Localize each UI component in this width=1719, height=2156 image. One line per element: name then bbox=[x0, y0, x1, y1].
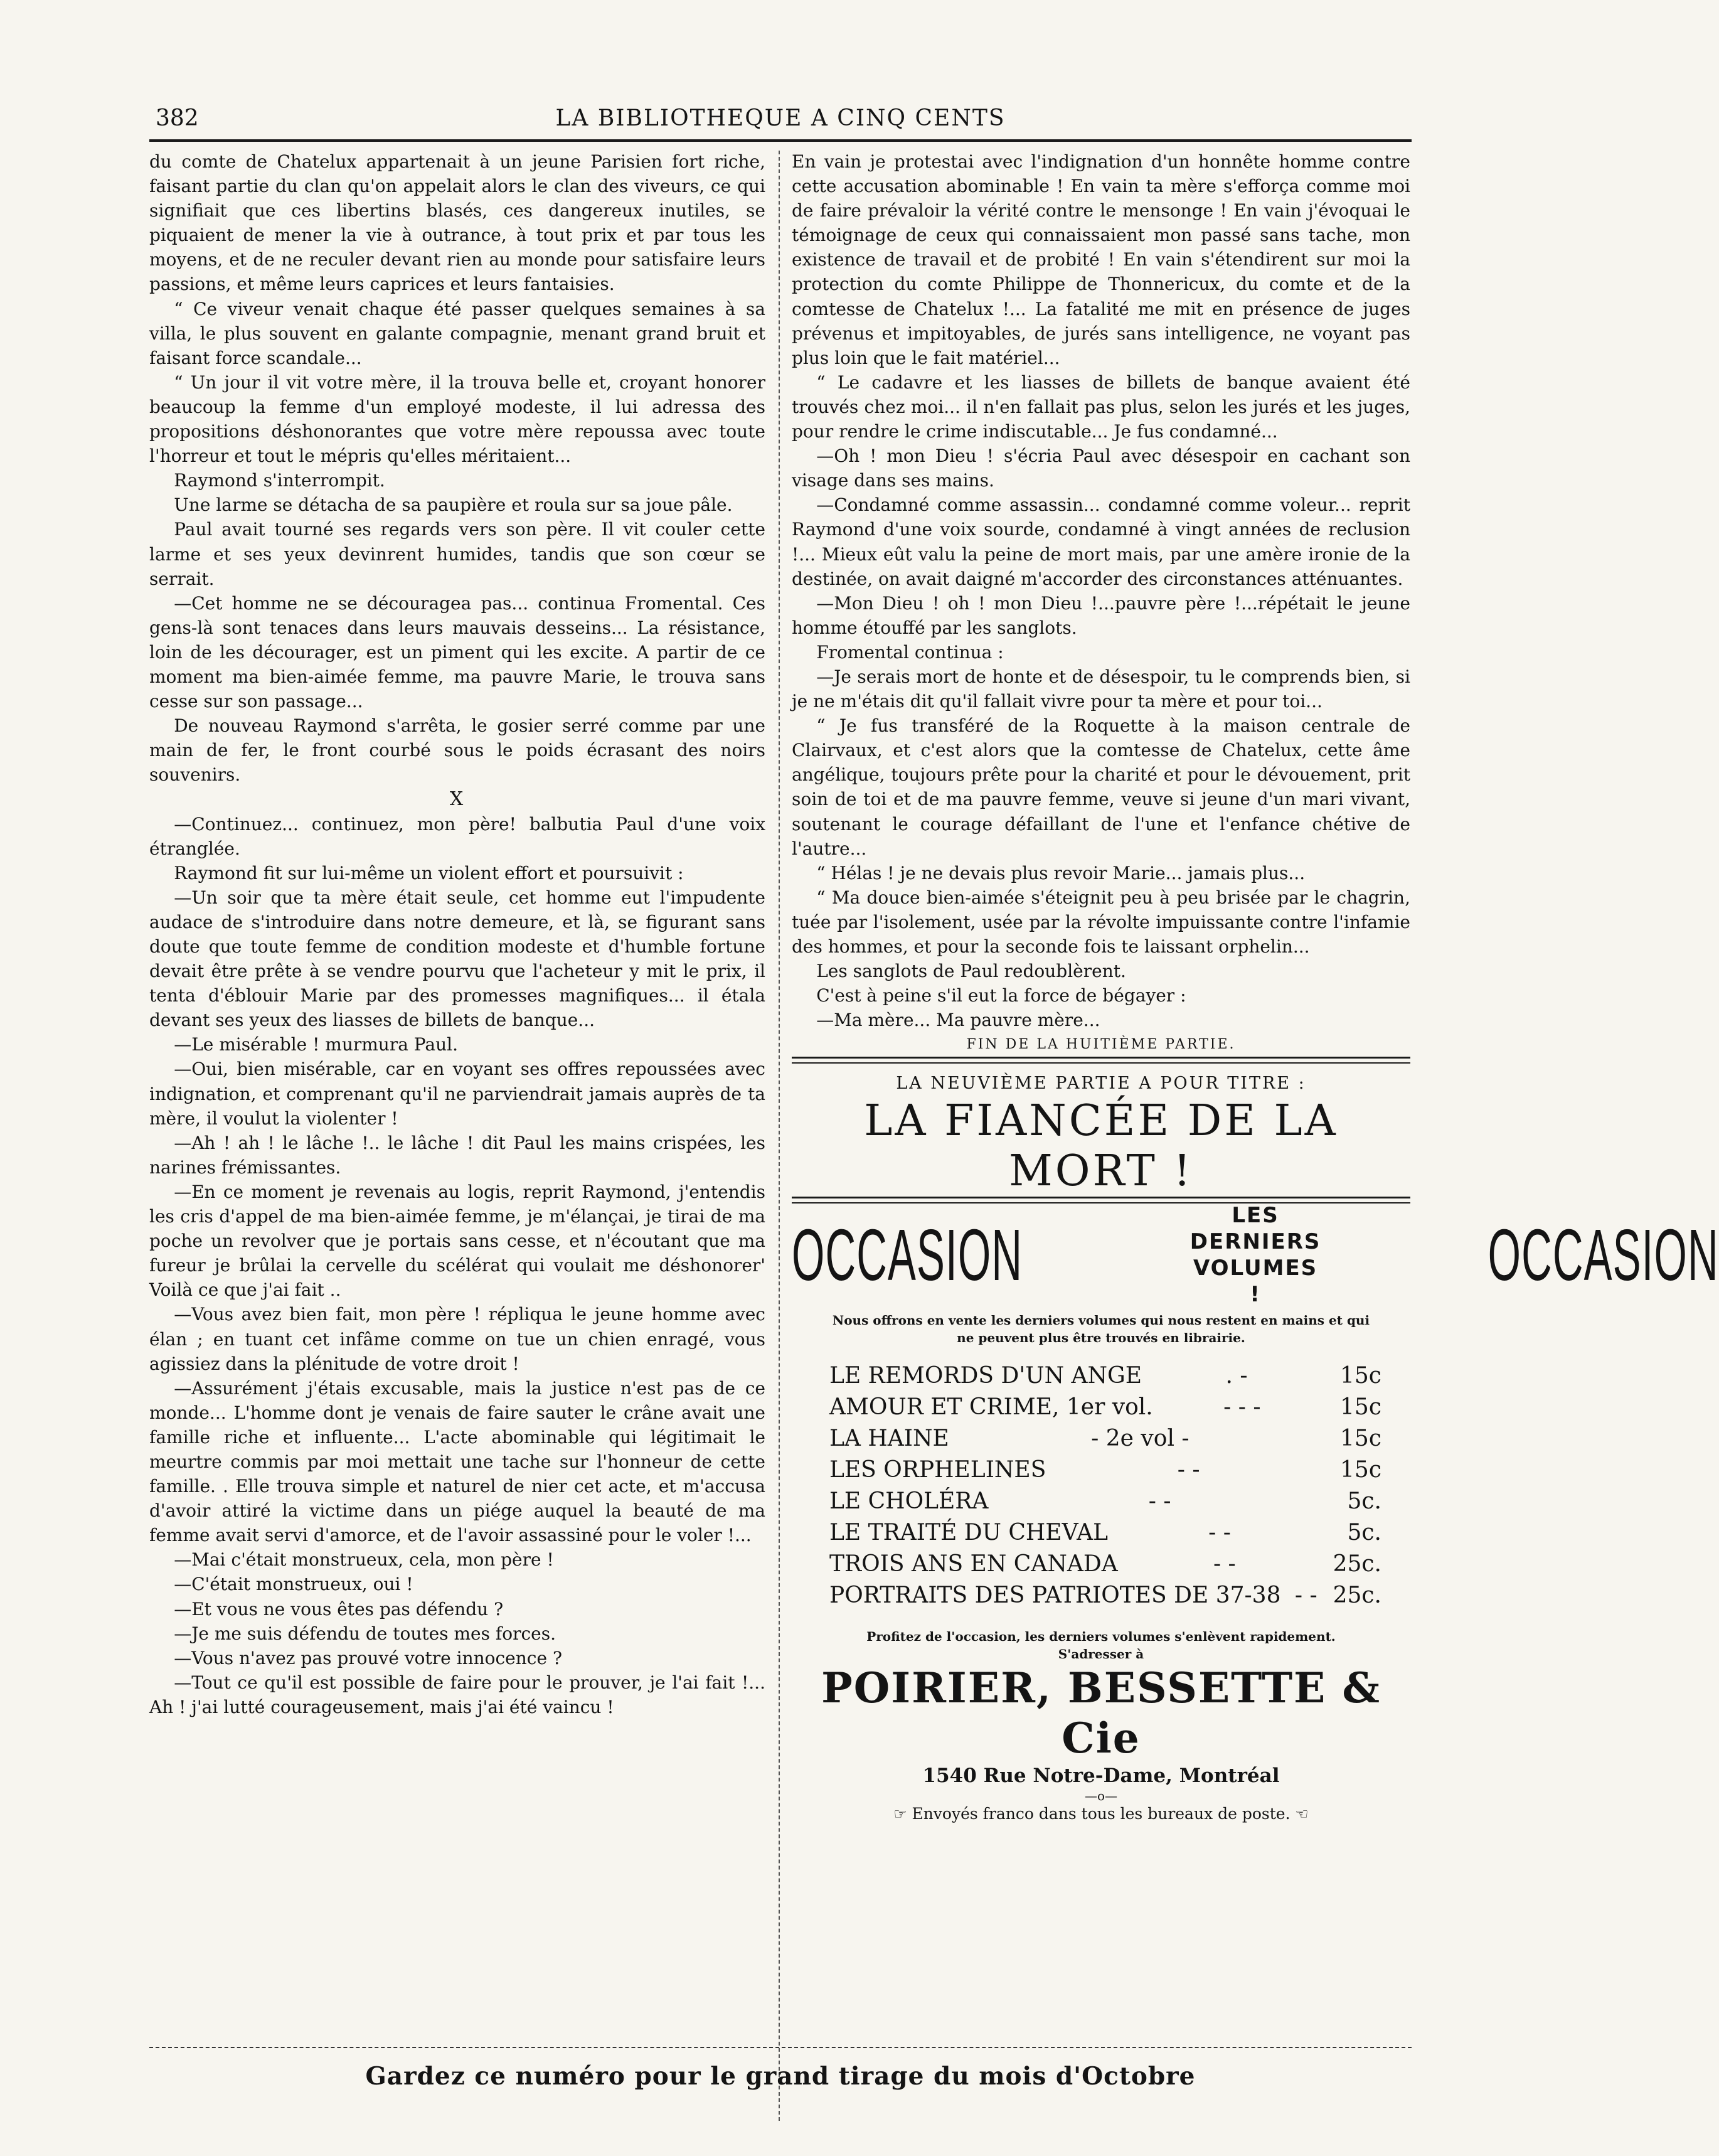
book-row bbox=[829, 1580, 1381, 1611]
paragraph: “ Ce viveur venait chaque été passer quelques semaines à sa villa, le plus souvent en galante compagnie, menant grand bruit et faisant force scandale... bbox=[149, 298, 765, 368]
book-title: PORTRAITS DES PATRIOTES DE 37-38 bbox=[829, 1582, 1281, 1608]
book-dots: - - bbox=[1213, 1550, 1236, 1577]
paragraph: —Je me suis défendu de toutes mes forces. bbox=[174, 1623, 556, 1644]
book-title: LE REMORDS D'UN ANGE bbox=[829, 1362, 1142, 1389]
paragraph: —Assurément j'étais excusable, mais la justice n'est pas de ce monde... L'homme dont je venais de faire sauter le crâne avait une famille riche et influente... L'acte abominable qui légitimait le meurtre commis par moi mettait une tache sur l'honneur de cette famille. . Elle trouva simple et naturel de nier cet acte, et m'accusa d'avoir attiré la victime dans un piége auquel la beauté de ma femme avait servi d'amorce, et de l'avoir assassiné pour le voler !... bbox=[149, 1377, 765, 1546]
book-dots: - 2e vol - bbox=[1091, 1425, 1189, 1451]
footer-rule bbox=[149, 2047, 1412, 2048]
paragraph: —En ce moment je revenais au logis, reprit Raymond, j'entendis les cris d'appel de ma bien-aimée femme, je m'élançai, je tirai de ma poche un revolver que je portais sans cesse, et n'écoutant que ma fureur je brûlai la cervelle du scélérat qui voulait me déshonorer' Voilà ce que j'ai fait .. bbox=[149, 1181, 765, 1301]
paragraph: —Ma mère... Ma pauvre mère... bbox=[816, 1010, 1100, 1031]
paragraph: Raymond s'interrompit. bbox=[174, 470, 385, 491]
paragraph: —Continuez... continuez, mon père! balbutia Paul d'une voix étranglée. bbox=[149, 813, 765, 859]
page-number: 382 bbox=[156, 105, 199, 131]
paragraph: —Et vous ne vous êtes pas défendu ? bbox=[174, 1598, 504, 1620]
paragraph: —Tout ce qu'il est possible de faire pour le prouver, je l'ai fait !... Ah ! j'ai lutté courageusement, mais j'ai été vaincu ! bbox=[149, 1672, 765, 1717]
headline-line: VOLUMES ! bbox=[1193, 1255, 1318, 1307]
book-dots: - - bbox=[1177, 1456, 1200, 1483]
paragraph: —Cet homme ne se découragea pas... continua Fromental. Ces gens-là sont tenaces dans leurs mauvais desseins... La résistance, loin de les décourager, est un piment qui les excite. A partir de ce moment ma bien-aimée femme, ma pauvre Marie, le trouva sans cesse sur son passage... bbox=[149, 592, 765, 712]
book-row bbox=[829, 1454, 1381, 1486]
book-price: 5c. bbox=[1347, 1488, 1381, 1514]
paragraph: Les sanglots de Paul redoublèrent. bbox=[816, 961, 1126, 982]
publisher-name: POIRIER, BESSETTE & Cie bbox=[821, 1663, 1381, 1763]
right-column bbox=[792, 149, 1719, 1825]
paragraph: En vain je protestai avec l'indignation d'un honnête homme contre cette accusation abominable ! En vain ta mère s'efforça comme moi de faire prévaloir la vérité contre le mensonge ! En vain j'évoquai le témoignage de ceux qui connaissaient mon passé sans tache, mon existence de travail et de probité ! En vain s'étendirent sur moi la protection du comte Philippe de Thonnericux, du comte et de la comtesse de Chatelux !... La fatalité me mit en présence de juges prévenus et impitoyables, de jurés sans intelligence, ne voyant pas plus loin que le fait matériel... bbox=[792, 151, 1410, 368]
running-title: LA BIBLIOTHEQUE A CINQ CENTS bbox=[555, 105, 1006, 131]
paragraph: Raymond fit sur lui-même un violent effort et poursuivit : bbox=[174, 862, 684, 883]
book-title: TROIS ANS EN CANADA bbox=[829, 1550, 1118, 1577]
book-row bbox=[829, 1392, 1381, 1423]
occasion-headline bbox=[1190, 1202, 1321, 1308]
book-dots: - - - bbox=[1223, 1394, 1261, 1420]
occasion-left: OCCASION bbox=[792, 1214, 1023, 1296]
next-part-intro: LA NEUVIÈME PARTIE A POUR TITRE : bbox=[896, 1074, 1306, 1094]
occasion-banner bbox=[792, 1202, 1719, 1307]
shipping-text: Envoyés franco dans tous les bureaux de poste. bbox=[912, 1804, 1291, 1823]
offer-text bbox=[792, 1311, 1410, 1347]
section-rule bbox=[792, 1057, 1410, 1064]
paragraph: Une larme se détacha de sa paupière et roula sur sa joue pâle. bbox=[174, 494, 733, 516]
chapter-heading: X bbox=[449, 788, 466, 811]
book-dots: - - bbox=[1294, 1582, 1317, 1608]
shipping-line bbox=[792, 1803, 1410, 1825]
paragraph: Fromental continua : bbox=[816, 641, 1004, 663]
left-column bbox=[149, 149, 765, 1719]
book-list bbox=[829, 1360, 1381, 1611]
book-title: AMOUR ET CRIME, 1er vol. bbox=[829, 1394, 1153, 1420]
book-title: LE TRAITÉ DU CHEVAL bbox=[829, 1519, 1109, 1545]
paragraph: —Vous n'avez pas prouvé votre innocence ? bbox=[174, 1647, 562, 1668]
book-row bbox=[829, 1360, 1381, 1392]
book-price: 25c. bbox=[1333, 1550, 1381, 1577]
paragraph: —Mon Dieu ! oh ! mon Dieu !...pauvre père !...répétait le jeune homme étouffé par les sanglots. bbox=[792, 592, 1410, 638]
book-dots: . - bbox=[1225, 1362, 1248, 1389]
paragraph: Paul avait tourné ses regards vers son père. Il vit couler cette larme et ses yeux devinrent humides, tandis que son cœur se serrait. bbox=[149, 519, 765, 589]
pointing-hand-icon: ☞ bbox=[893, 1805, 912, 1823]
book-row bbox=[829, 1423, 1381, 1454]
book-title: LE CHOLÉRA bbox=[829, 1488, 989, 1514]
next-part-title: LA FIANCÉE DE LA MORT ! bbox=[864, 1096, 1338, 1196]
book-price: 15c bbox=[1340, 1425, 1381, 1451]
book-title: LA HAINE bbox=[829, 1425, 949, 1451]
book-price: 15c bbox=[1340, 1394, 1381, 1420]
book-price: 15c bbox=[1340, 1362, 1381, 1389]
note-text bbox=[792, 1628, 1410, 1663]
paragraph: —Mai c'était monstrueux, cela, mon père ! bbox=[174, 1549, 554, 1571]
offer-line: ne peuvent plus être trouvés en librairie. bbox=[957, 1330, 1245, 1345]
book-price: 5c. bbox=[1347, 1519, 1381, 1545]
paragraph: du comte de Chatelux appartenait à un jeune Parisien fort riche, faisant partie du clan qu'on appelait alors le clan des viveurs, ce qui signifiait que ces libertins blasés, ces dangereux inutiles, se piquaient de mener la vie à outrance, à tout prix et par tous les moyens, et de ne reculer devant rien au monde pour satisfaire leurs passions, et même leurs caprices et leurs fantaisies. bbox=[149, 151, 765, 295]
pointing-hand-icon: ☜ bbox=[1290, 1805, 1309, 1823]
header-rule bbox=[149, 139, 1412, 142]
paragraph: —Le misérable ! murmura Paul. bbox=[174, 1034, 458, 1055]
paragraph: De nouveau Raymond s'arrêta, le gosier serré comme par une main de fer, le front courbé sous le poids écrasant des noirs souvenirs. bbox=[149, 715, 765, 786]
end-of-part: FIN DE LA HUITIÈME PARTIE. bbox=[966, 1037, 1236, 1053]
book-title: LES ORPHELINES bbox=[829, 1456, 1046, 1483]
book-dots: - - bbox=[1148, 1488, 1171, 1514]
paragraph: —Vous avez bien fait, mon père ! répliqua le jeune homme avec élan ; en tuant cet infâme comme on tue un chien enragé, vous agissiez dans la plénitude de votre droit ! bbox=[149, 1304, 765, 1374]
paragraph: “ Un jour il vit votre mère, il la trouva belle et, croyant honorer beaucoup la femme d'un employé modeste, il lui adressa des propositions déshonorantes que votre mère repoussa avec toute l'horreur et tout le mépris qu'elles méritaient... bbox=[149, 371, 765, 467]
occasion-right: OCCASION bbox=[1487, 1214, 1719, 1296]
paragraph: “ Hélas ! je ne devais plus revoir Marie... jamais plus... bbox=[816, 862, 1306, 883]
book-dots: - - bbox=[1208, 1519, 1231, 1545]
headline-line: LES DERNIERS bbox=[1189, 1202, 1321, 1254]
book-price: 15c bbox=[1340, 1456, 1381, 1483]
offer-line: Nous offrons en vente les derniers volumes qui nous restent en mains et qui bbox=[832, 1312, 1370, 1328]
book-row bbox=[829, 1486, 1381, 1517]
paragraph: C'est à peine s'il eut la force de bégayer : bbox=[816, 985, 1186, 1006]
running-head bbox=[149, 105, 1412, 137]
book-row bbox=[829, 1517, 1381, 1549]
note-line: S'adresser à bbox=[1058, 1646, 1144, 1662]
paragraph: —Condamné comme assassin... condamné comme voleur... reprit Raymond d'une voix sourde, condamné à vingt années de reclusion !... Mieux eût valu la peine de mort mais, par une amère ironie de la destinée, on avait daigné m'accorder des circonstances atténuantes. bbox=[792, 494, 1410, 589]
paragraph: —Un soir que ta mère était seule, cet homme eut l'impudente audace de s'introduire dans notre demeure, et là, se figurant sans doute que toute femme de condition modeste et d'humble fortune devait être prête à se vendre pourvu que l'acheteur y mit le prix, il tenta d'éblouir Marie par des promesses magnifiques... il étala devant ses yeux des liasses de billets de banque... bbox=[149, 887, 765, 1031]
separator: —o— bbox=[1084, 1788, 1118, 1803]
paragraph: —Oh ! mon Dieu ! s'écria Paul avec désespoir en cachant son visage dans ses mains. bbox=[792, 446, 1410, 491]
paragraph: “ Le cadavre et les liasses de billets de banque avaient été trouvés chez moi... il n'en fallait pas plus, selon les jurés et les juges, pour rendre le crime indiscutable... Je fus condamné... bbox=[792, 371, 1410, 442]
paragraph: —Ah ! ah ! le lâche !.. le lâche ! dit Paul les mains crispées, les narines frémissantes. bbox=[149, 1132, 765, 1178]
column-divider bbox=[779, 151, 780, 2121]
paragraph: “ Je fus transféré de la Roquette à la maison centrale de Clairvaux, et c'est alors que la comtesse de Chatelux, cette âme angélique, toujours prête pour la charité et pour le dévouement, prit soin de toi et de ma pauvre femme, veuve si jeune d'un mari vivant, soutenant le courage défaillant de l'une et l'enfance chétive de l'autre... bbox=[792, 715, 1410, 859]
footer-notice: Gardez ce numéro pour le grand tirage du mois d'Octobre bbox=[365, 2062, 1196, 2091]
book-row bbox=[829, 1549, 1381, 1580]
paragraph: —Oui, bien misérable, car en voyant ses offres repoussées avec indignation, et comprenant qu'il ne parviendrait jamais auprès de ta mère, il voulut la violenter ! bbox=[149, 1059, 765, 1129]
note-line: Profitez de l'occasion, les derniers volumes s'enlèvent rapidement. bbox=[866, 1628, 1336, 1644]
paragraph: —Je serais mort de honte et de désespoir, tu le comprends bien, si je ne m'étais dit qu'il fallait vivre pour ta mère et pour toi... bbox=[792, 666, 1410, 712]
paragraph: “ Ma douce bien-aimée s'éteignit peu à peu brisée par le chagrin, tuée par l'isolement, usée par la révolte impuissante contre l'infamie des hommes, et pour la seconde fois te laissant orphelin... bbox=[792, 887, 1410, 957]
publisher-address: 1540 Rue Notre-Dame, Montréal bbox=[922, 1764, 1280, 1787]
paragraph: —C'était monstrueux, oui ! bbox=[174, 1574, 413, 1595]
book-price: 25c. bbox=[1333, 1582, 1381, 1608]
